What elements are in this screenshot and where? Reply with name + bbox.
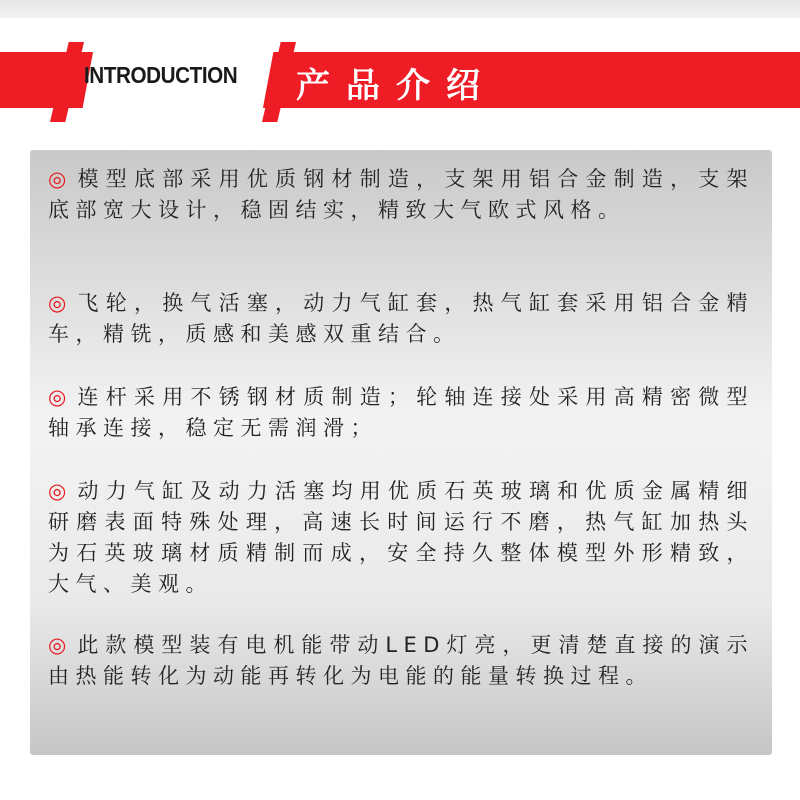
title-english: INTRODUCTION [84,62,238,88]
paragraph-5 [48,630,754,692]
paragraph-text: 动力气缸及动力活塞均用优质石英玻璃和优质金属精细研磨表面特殊处理，高速长时间运行不磨，热气缸加热头为石英玻璃材质精制而成，安全持久整体模型外形精致，大气、美观。 [48,479,755,596]
bullet-icon: ◎ [48,633,74,657]
paragraph-3 [48,382,754,444]
top-strip [0,0,800,18]
header-banner [0,38,800,122]
paragraph-text: 模型底部采用优质钢材制造，支架用铝合金制造，支架底部宽大设计，稳固结实，精致大气欧式风格。 [48,167,755,222]
bullet-icon: ◎ [48,291,74,315]
bullet-icon: ◎ [48,167,74,191]
paragraph-2 [48,288,754,350]
title-chinese: 产品介绍 [296,66,496,106]
paragraph-4 [48,476,754,600]
bullet-icon: ◎ [48,385,74,409]
paragraph-text: 连杆采用不锈钢材质制造；轮轴连接处采用高精密微型轴承连接，稳定无需润滑； [48,385,755,440]
bullet-icon: ◎ [48,479,74,503]
paragraph-text: 此款模型装有电机能带动LED灯亮，更清楚直接的演示由热能转化为动能再转化为电能的能量转换过程。 [48,633,754,688]
paragraph-1 [48,164,754,226]
paragraph-text: 飞轮，换气活塞，动力气缸套，热气缸套采用铝合金精车，精铣，质感和美感双重结合。 [48,291,755,346]
